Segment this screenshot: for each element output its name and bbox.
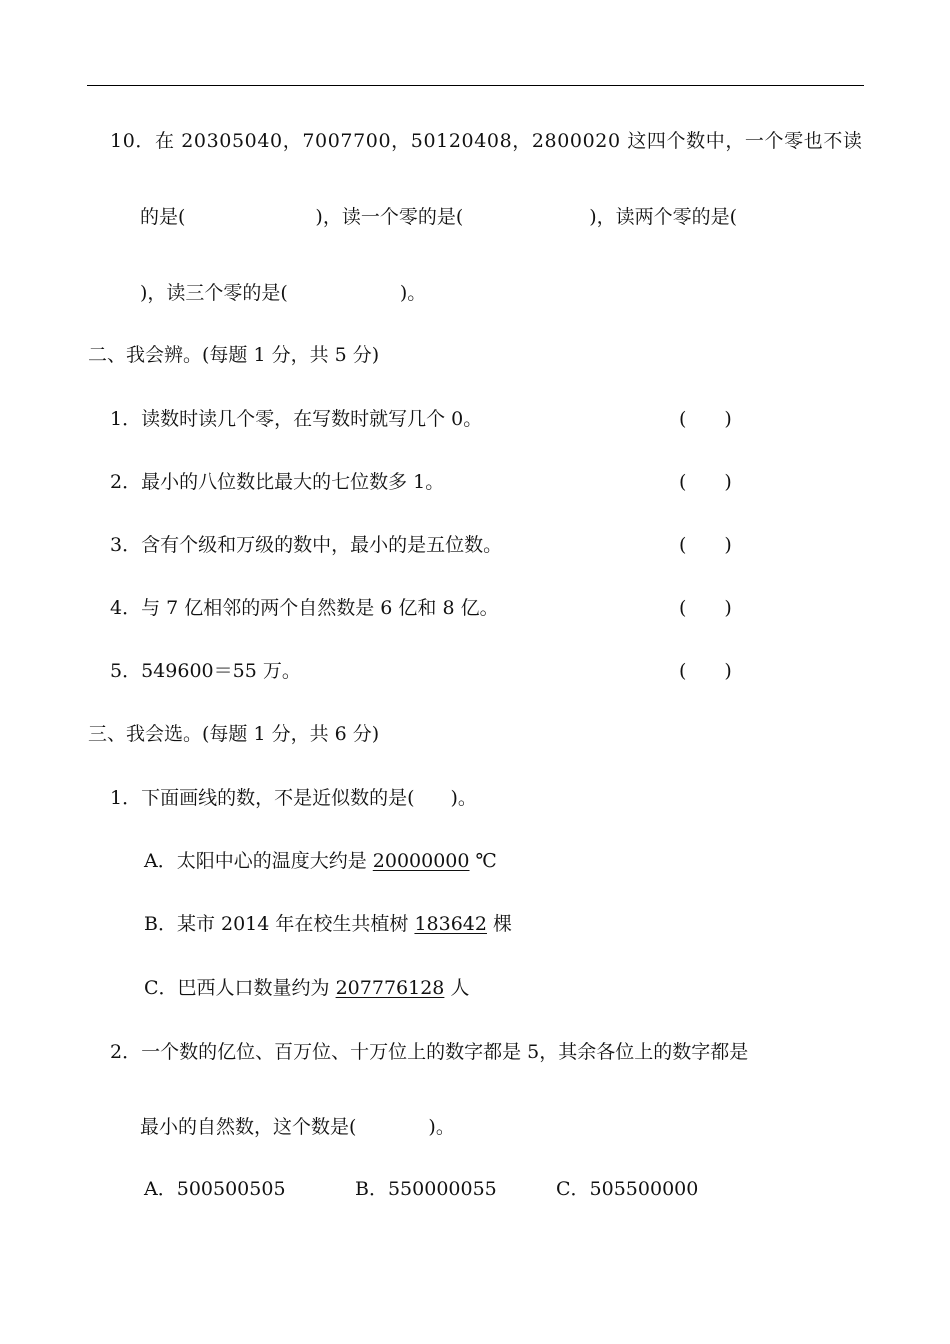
choice-option[interactable] <box>144 1177 286 1201</box>
choice-option[interactable] <box>556 1177 698 1201</box>
underlined-number: 183642 <box>414 913 487 935</box>
item-text: 549600＝55 万。 <box>141 660 301 682</box>
question-stem: 最小的自然数，这个数是( <box>140 1116 357 1138</box>
option-label: A． <box>144 850 177 872</box>
choice-option[interactable] <box>355 1177 497 1201</box>
item-number: 1． <box>110 787 142 809</box>
item-text: 与 7 亿相邻的两个自然数是 6 亿和 8 亿。 <box>141 597 499 619</box>
item-number: 2． <box>110 1041 142 1063</box>
item-number: 5． <box>110 660 142 682</box>
judge-item <box>110 470 444 494</box>
judge-answer-box[interactable]: ( ) <box>679 471 732 493</box>
option-value: 505500000 <box>589 1178 699 1200</box>
item-number: 4． <box>110 597 142 619</box>
option-unit: ℃ <box>469 850 497 872</box>
judge-item <box>110 596 499 620</box>
item-text: 最小的八位数比最大的七位数多 1。 <box>141 471 445 493</box>
header-rule <box>87 85 864 86</box>
judge-answer-box[interactable]: ( ) <box>679 534 732 556</box>
q10-prompt-three: )，读三个零的是( <box>140 282 288 304</box>
judge-answer-box[interactable]: ( ) <box>679 408 732 430</box>
section3-heading: 三、我会选。(每题 1 分，共 6 分) <box>88 723 380 745</box>
option-label: B． <box>355 1178 388 1200</box>
option-label: A． <box>144 1178 177 1200</box>
option-text: 太阳中心的温度大约是 <box>176 850 373 872</box>
item-number: 2． <box>110 471 142 493</box>
option-unit: 人 <box>444 977 470 999</box>
judge-item <box>110 533 502 557</box>
q10-prompt-two: )，读两个零的是( <box>589 206 738 228</box>
item-number: 1． <box>110 408 142 430</box>
q10-prompt-none: 的是( <box>140 206 186 228</box>
option-value: 500500505 <box>176 1178 286 1200</box>
judge-answer-box[interactable]: ( ) <box>679 597 732 619</box>
judge-item <box>110 407 482 431</box>
question-stem-end: )。 <box>450 787 477 809</box>
item-text: 读数时读几个零，在写数时就写几个 0。 <box>141 408 483 430</box>
item-number: 3． <box>110 534 142 556</box>
choice-option[interactable] <box>144 976 469 1000</box>
option-unit: 棵 <box>486 913 513 935</box>
q10-line1 <box>110 129 863 153</box>
option-value: 550000055 <box>387 1178 497 1200</box>
question-stem: 下面画线的数，不是近似数的是( <box>141 787 415 809</box>
option-label: C． <box>556 1178 590 1200</box>
option-label: C． <box>144 977 178 999</box>
judge-answer-box[interactable]: ( ) <box>679 660 732 682</box>
q10-line3 <box>140 281 426 305</box>
q10-line2 <box>140 205 737 229</box>
option-text: 巴西人口数量约为 <box>177 977 336 999</box>
q10-number: 10． <box>110 130 155 152</box>
choice-question-1 <box>110 786 477 810</box>
q10-end: )。 <box>399 282 427 304</box>
choice-question-2-line2 <box>140 1115 455 1139</box>
q10-prompt-one: )，读一个零的是( <box>315 206 464 228</box>
q10-text: 在 20305040，7007700，50120408，2800020 这四个数中，一个零也不读 <box>154 130 863 152</box>
question-stem-end: )。 <box>428 1116 455 1138</box>
question-stem: 一个数的亿位、百万位、十万位上的数字都是 5，其余各位上的数字都是 <box>141 1041 749 1063</box>
section2-heading: 二、我会辨。(每题 1 分，共 5 分) <box>88 344 380 366</box>
choice-option[interactable] <box>144 912 512 936</box>
choice-question-2 <box>110 1040 748 1064</box>
option-text: 某市 2014 年在校生共植树 <box>176 913 415 935</box>
judge-item <box>110 659 301 683</box>
item-text: 含有个级和万级的数中，最小的是五位数。 <box>141 534 503 556</box>
underlined-number: 20000000 <box>372 850 470 872</box>
underlined-number: 207776128 <box>335 977 445 999</box>
option-label: B． <box>144 913 177 935</box>
choice-option[interactable] <box>144 849 497 873</box>
